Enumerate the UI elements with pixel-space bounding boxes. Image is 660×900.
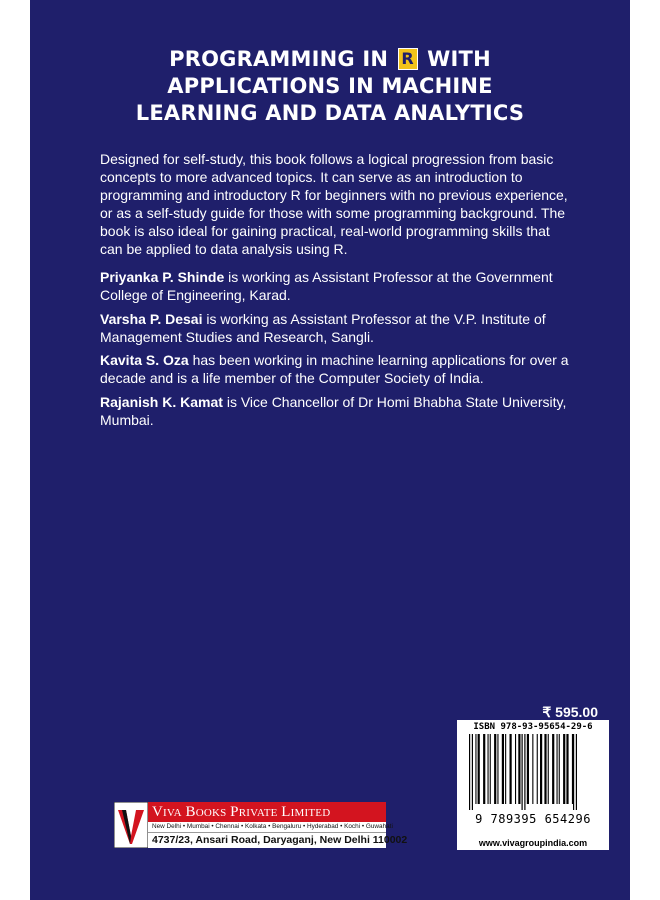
author-name: Rajanish K. Kamat <box>100 394 223 410</box>
title-line-3: LEARNING AND DATA ANALYTICS <box>135 101 525 125</box>
barcode-icon <box>467 734 599 810</box>
book-description: Designed for self-study, this book follows a logical progression from basic concepts to more advanced topics. It can serve as an introduction to programming and introductory R for beginners with no previous experience, or as a self-study guide for those with some programming background. The book is also ideal for gaining practical, real-world programming skills that can be applied to data analysis using R. <box>100 151 568 257</box>
author-bio <box>100 310 570 346</box>
barcode-bar <box>552 734 554 804</box>
price-label: ₹ 595.00 <box>542 704 598 720</box>
barcode-bar <box>490 734 491 804</box>
barcode-bar <box>557 734 558 804</box>
author-bio <box>100 268 570 304</box>
author-bio <box>100 393 570 429</box>
isbn-number: ISBN 978-93-95654-29-6 <box>473 722 593 732</box>
title-line-1: PROGRAMMING IN R WITH <box>169 47 491 71</box>
author-bio <box>100 351 570 387</box>
barcode-bar <box>488 734 489 804</box>
barcode-bar <box>515 734 516 804</box>
barcode-bar <box>497 734 498 804</box>
barcode-bar <box>472 734 473 810</box>
isbn-barcode-block <box>457 720 609 850</box>
barcode-bar <box>475 734 476 804</box>
barcode-bar <box>548 734 549 804</box>
barcode-bar <box>532 734 533 804</box>
barcode-bar <box>494 734 496 804</box>
barcode-bar <box>483 734 485 804</box>
barcode-bar <box>572 734 573 804</box>
publisher-name <box>148 802 386 822</box>
barcode-bar <box>524 734 525 810</box>
author-name: Kavita S. Oza <box>100 352 189 368</box>
author-description: is working as Assistant Professor at the V.P. Institute of Management Studies and Research, Sangli. <box>100 311 546 345</box>
barcode-bar <box>563 734 565 804</box>
barcode-bar <box>522 734 523 810</box>
author-name: Priyanka P. Shinde <box>100 269 225 285</box>
barcode-bar <box>559 734 560 804</box>
barcode-bar <box>502 734 504 804</box>
book-title <box>30 46 630 127</box>
barcode-bar <box>527 734 529 804</box>
barcode-bar <box>576 734 577 810</box>
r-logo-icon: R <box>398 48 418 70</box>
barcode-bar <box>540 734 542 804</box>
publisher-cities: New Delhi • Mumbai • Chennai • Kolkata • Bengaluru • Hyderabad • Kochi • Guwahati <box>152 823 393 830</box>
barcode-bar <box>518 734 520 804</box>
title-line-2: APPLICATIONS IN MACHINE <box>167 74 493 98</box>
barcode-bar <box>537 734 538 804</box>
barcode-bar <box>566 734 568 804</box>
author-description: is Vice Chancellor of Dr Homi Bhabha State University, Mumbai. <box>100 394 567 428</box>
publisher-block <box>114 802 408 848</box>
barcode-bar <box>510 734 512 804</box>
author-description: has been working in machine learning applications for over a decade and is a life member of the Computer Society of India. <box>100 352 569 386</box>
publisher-website: www.vivagroupindia.com <box>478 838 588 848</box>
barcode-bar <box>469 734 470 810</box>
author-description: is working as Assistant Professor at the Government College of Engineering, Karad. <box>100 269 553 303</box>
barcode-bar <box>573 734 574 810</box>
publisher-address: 4737/23, Ansari Road, Daryaganj, New Delhi 110002 <box>148 832 386 848</box>
publisher-name-text: VIVA BOOKS PRIVATE LIMITED <box>152 804 331 820</box>
book-back-cover <box>30 0 630 900</box>
barcode-bar <box>478 734 480 804</box>
publisher-logo-icon <box>114 802 148 848</box>
author-name: Varsha P. Desai <box>100 311 203 327</box>
barcode-bar <box>544 734 546 804</box>
barcode-bar <box>505 734 506 804</box>
barcode-digits: 9 789395 654296 <box>475 812 591 826</box>
